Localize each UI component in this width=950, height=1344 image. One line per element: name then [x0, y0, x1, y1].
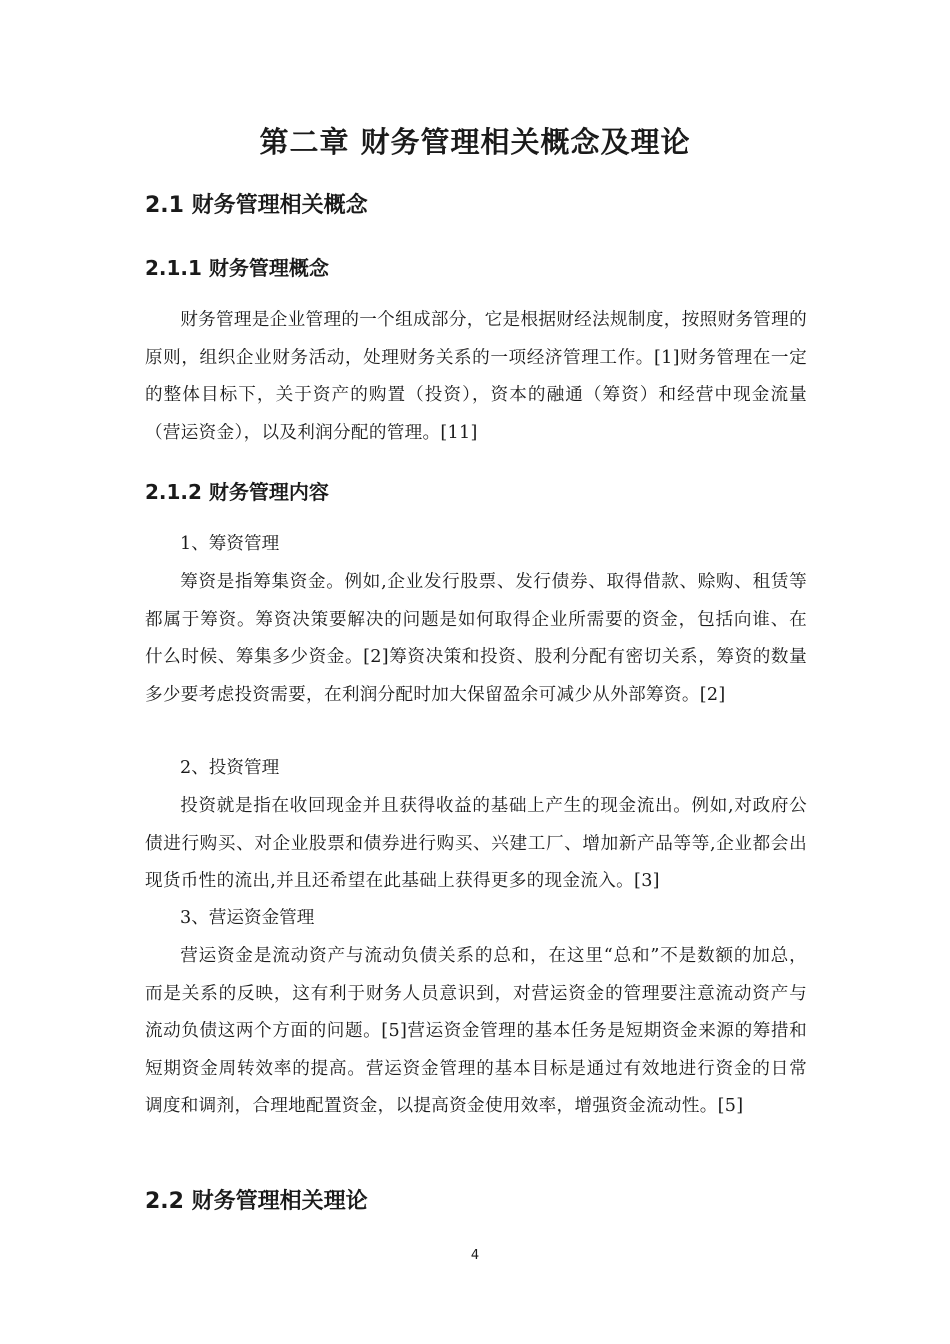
paragraph-financing: 筹资是指筹集资金。例如,企业发行股票、发行债券、取得借款、赊购、租赁等都属于筹资。筹资决策要解决的问题是如何取得企业所需要的资金，包括向谁、在什么时候、筹集多少资金。[2]筹资决策和投资、股利分配有密切关系，筹资的数量多少要考虑投资需要，在利润分配时加大保留盈余可减少从外部筹资。[2] — [145, 572, 807, 705]
section-heading-2-1: 2.1 财务管理相关概念 — [145, 193, 368, 218]
section-heading-2-1-2: 2.1.2 财务管理内容 — [145, 480, 329, 504]
list-item-financing: 1、筹资管理 — [180, 534, 280, 554]
page-number: 4 — [470, 1248, 480, 1263]
paragraph-financial-management-concept: 财务管理是企业管理的一个组成部分，它是根据财经法规制度，按照财务管理的原则，组织企业财务活动，处理财务关系的一项经济管理工作。[1]财务管理在一定的整体目标下，关于资产的购置（投资），资本的融通（筹资）和经营中现金流量（营运资金），以及利润分配的管理。[11] — [145, 310, 807, 443]
chapter-title: 第二章 财务管理相关概念及理论 — [259, 125, 691, 159]
section-heading-2-1-1: 2.1.1 财务管理概念 — [145, 256, 329, 280]
section-heading-2-2: 2.2 财务管理相关理论 — [145, 1189, 368, 1214]
paragraph-investment: 投资就是指在收回现金并且获得收益的基础上产生的现金流出。例如,对政府公债进行购买、对企业股票和债券进行购买、兴建工厂、增加新产品等等,企业都会出现货币性的流出,并且还希望在此基础上获得更多的现金流入。[3] — [145, 796, 807, 891]
paragraph-working-capital: 营运资金是流动资产与流动负债关系的总和，在这里“总和”不是数额的加总，而是关系的反映，这有利于财务人员意识到，对营运资金的管理要注意流动资产与流动负债这两个方面的问题。[5]营运资金管理的基本任务是短期资金来源的筹措和短期资金周转效率的提高。营运资金管理的基本目标是通过有效地进行资金的日常调度和调剂，合理地配置资金，以提高资金使用效率，增强资金流动性。[5] — [145, 946, 807, 1116]
list-item-investment: 2、投资管理 — [180, 758, 280, 778]
list-item-working-capital: 3、营运资金管理 — [180, 908, 315, 928]
